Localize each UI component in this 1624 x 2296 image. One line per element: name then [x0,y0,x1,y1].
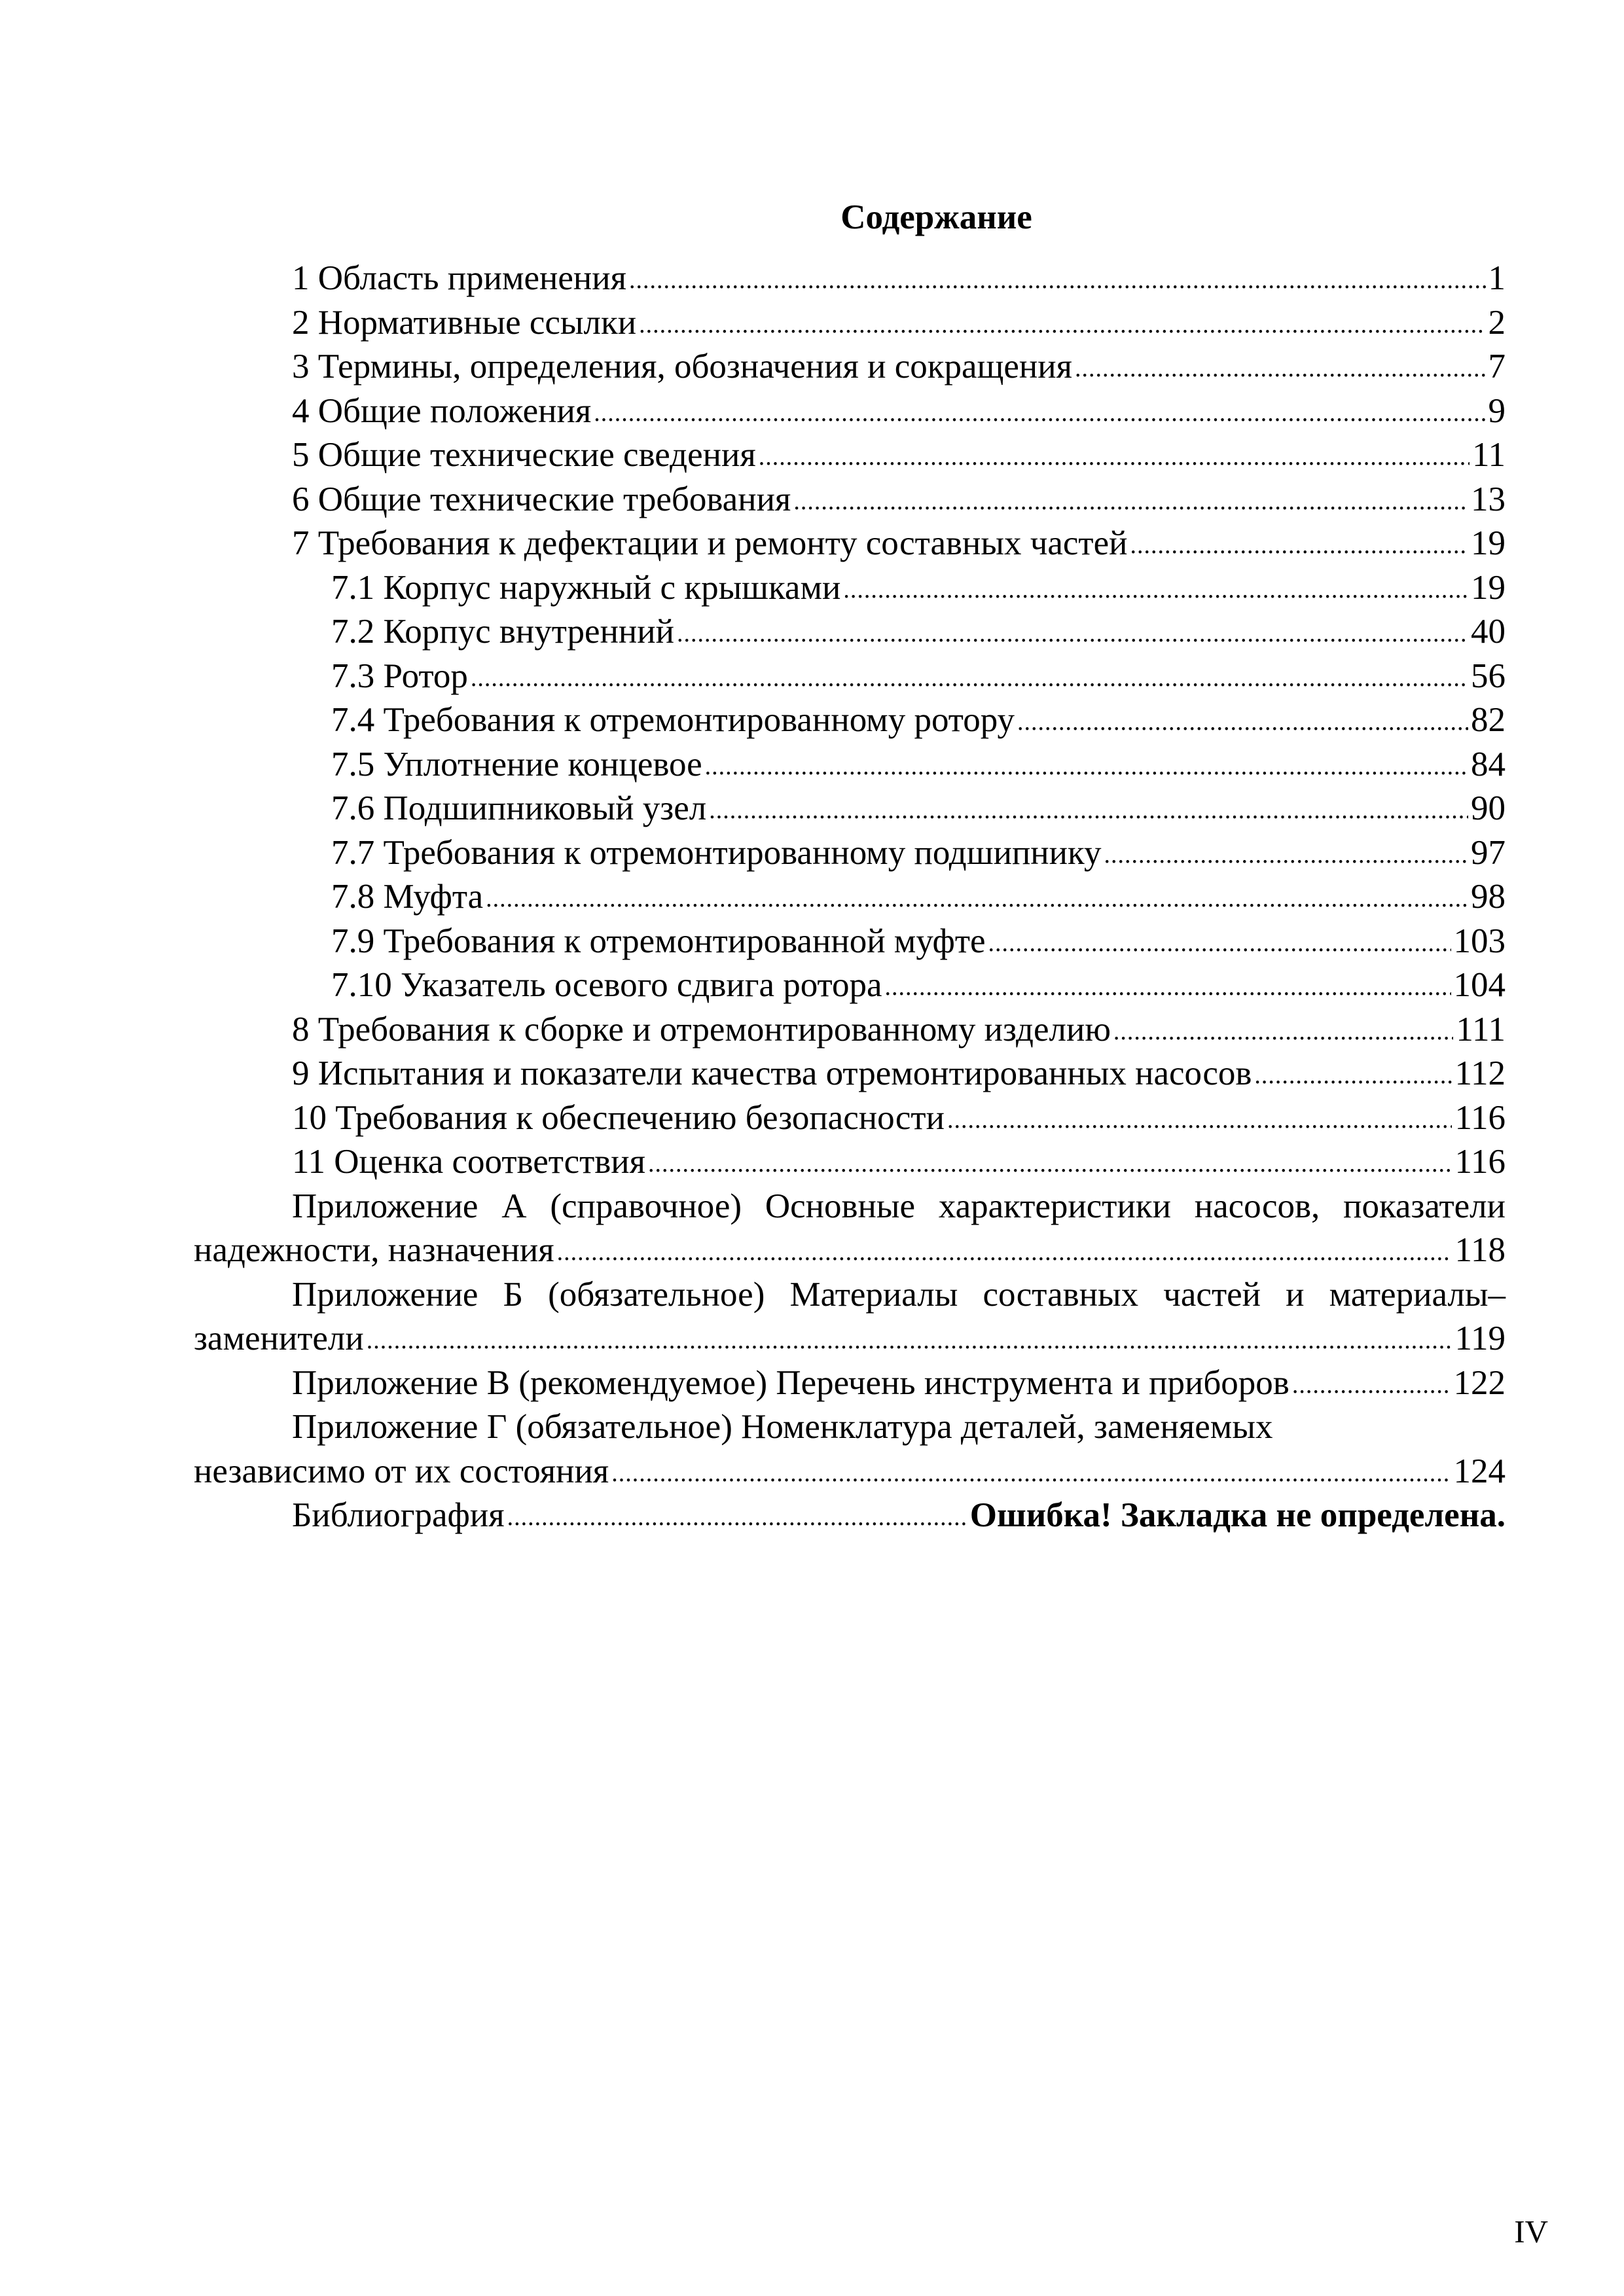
dot-leader [639,300,1485,348]
toc-entry-label: 7.1 Корпус наружный с крышками [331,568,841,607]
toc-subentry[interactable] [194,787,1506,831]
toc-entry-page: 1 [1488,259,1506,297]
toc-appendix-v[interactable] [194,1361,1506,1406]
dot-leader [1113,1007,1454,1054]
dot-leader [1254,1050,1452,1098]
toc-subentry[interactable] [194,610,1506,655]
dot-leader [594,388,1485,436]
toc-subentry[interactable] [194,566,1506,611]
toc-entry[interactable] [194,345,1506,389]
toc-entry-page: 119 [1454,1319,1506,1357]
dot-leader [611,1448,1451,1496]
toc-entry[interactable] [194,1140,1506,1185]
toc-entry-label: 5 Общие технические сведения [292,436,756,474]
dot-leader [367,1316,1453,1363]
toc-entry[interactable] [194,257,1506,301]
toc-entry[interactable] [194,1052,1506,1096]
dot-leader [1292,1360,1451,1408]
toc-appendix-g-line2[interactable] [194,1450,1506,1494]
toc-entry-page: 56 [1471,656,1506,695]
toc-appendix-a-line2[interactable] [194,1229,1506,1273]
toc-entry-page: 2 [1488,303,1506,342]
toc-entry-label: 4 Общие положения [292,391,592,430]
toc-entry-label: 1 Область применения [292,259,627,297]
toc-entry-label: 7.10 Указатель осевого сдвига ротора [331,966,882,1004]
dot-leader [1017,697,1468,745]
toc-entry-label: независимо от их состояния [194,1452,609,1490]
toc-entry-page: 40 [1471,613,1506,651]
toc-entry[interactable] [194,1008,1506,1052]
dot-leader [486,874,1468,922]
toc-entry-label: 11 Оценка соответствия [292,1143,646,1181]
toc-entry[interactable] [194,301,1506,346]
toc-entry[interactable] [194,1096,1506,1141]
toc-entry-page: 112 [1454,1054,1506,1092]
toc-entry-page: 104 [1453,966,1506,1004]
dot-leader [885,962,1451,1010]
dot-leader [648,1139,1452,1187]
toc-entry-label: Приложение Б (обязательное) Материалы составных частей и материалы– [292,1275,1506,1314]
toc-entry-page: 82 [1471,701,1506,739]
toc-entry-label: 7.9 Требования к отремонтированной муфте [331,922,986,960]
dot-leader [1075,344,1485,391]
toc-entry[interactable] [194,522,1506,566]
toc-entry-page: 116 [1454,1098,1506,1137]
toc-entry-page: 7 [1488,348,1506,386]
toc-entry-page: 122 [1453,1363,1506,1402]
toc-entry-label: 3 Термины, определения, обозначения и сокращения [292,348,1073,386]
toc-entry-page: 90 [1471,789,1506,827]
dot-leader [557,1227,1453,1275]
dot-leader [629,255,1485,303]
toc-entry-label: 7.2 Корпус внутренний [331,613,675,651]
toc-entry-label: 7.5 Уплотнение концевое [331,745,702,783]
toc-appendix-g-line1[interactable] [194,1405,1506,1450]
toc-appendix-b-line1[interactable] [194,1273,1506,1318]
page-number: IV [1514,2214,1548,2250]
toc-entry-page: 98 [1471,878,1506,916]
toc-entry-page: 116 [1454,1143,1506,1181]
toc-entry-page: 97 [1471,833,1506,872]
dot-leader [677,609,1468,656]
toc-entry-label: 6 Общие технические требования [292,480,791,518]
toc-entry-label: 10 Требования к обеспечению безопасности [292,1098,945,1137]
toc-entry-label: 7.4 Требования к отремонтированному ротору [331,701,1015,739]
toc-subentry[interactable] [194,698,1506,743]
toc-entry-label: 7.6 Подшипниковый узел [331,789,707,827]
toc-entry-page: 9 [1488,391,1506,430]
toc-subentry[interactable] [194,743,1506,787]
toc-entry-page: 19 [1471,568,1506,607]
toc-entry-page: 11 [1471,436,1506,474]
toc-appendix-b-line2[interactable] [194,1317,1506,1361]
toc-entry-label: заменители [194,1319,364,1357]
dot-leader [709,785,1468,833]
toc-entry-label: надежности, назначения [194,1231,554,1269]
dot-leader [843,565,1468,613]
toc-title: Содержание [840,198,1032,236]
toc-entry-label: 7.7 Требования к отремонтированному подшипнику [331,833,1102,872]
toc-entry[interactable] [194,433,1506,478]
toc-entry[interactable] [194,478,1506,522]
toc-entry-page: 103 [1453,922,1506,960]
dot-leader [471,653,1468,701]
toc-entry-label: 7.8 Муфта [331,878,484,916]
toc-entry-page: 124 [1453,1452,1506,1490]
toc-bibliography[interactable] [194,1494,1506,1538]
toc-entry-label: 9 Испытания и показатели качества отремонтированных насосов [292,1054,1252,1092]
dot-leader [705,742,1468,789]
toc-entry-page: 19 [1471,524,1506,562]
toc-entry-label: 7.3 Ротор [331,656,468,695]
toc-subentry[interactable] [194,963,1506,1008]
toc-entry-label: 8 Требования к сборке и отремонтированному изделию [292,1010,1111,1049]
toc-subentry[interactable] [194,831,1506,876]
toc-entry-label: Приложение Г (обязательное) Номенклатура деталей, заменяемых [292,1408,1273,1446]
dot-leader [1104,830,1468,878]
bookmark-error-text: Ошибка! Закладка не определена. [969,1496,1506,1534]
dot-leader [507,1492,967,1540]
dot-leader [988,918,1451,966]
table-of-contents [194,257,1506,1538]
toc-entry-page: 13 [1471,480,1506,518]
toc-entry-page: 84 [1471,745,1506,783]
dot-leader [793,476,1468,524]
toc-entry[interactable] [194,389,1506,434]
toc-entry-page: 111 [1456,1010,1506,1049]
toc-entry-label: Приложение А (справочное) Основные характеристики насосов, показатели [292,1187,1506,1225]
toc-subentry[interactable] [194,655,1506,699]
toc-entry-label: 7 Требования к дефектации и ремонту составных частей [292,524,1128,562]
toc-entry-label: Приложение В (рекомендуемое) Перечень инструмента и приборов [292,1363,1290,1402]
toc-subentry[interactable] [194,920,1506,964]
toc-subentry[interactable] [194,875,1506,920]
toc-entry-label: 2 Нормативные ссылки [292,303,637,342]
toc-entry-label: Библиография [292,1496,505,1534]
dot-leader [947,1095,1452,1143]
dot-leader [759,432,1470,480]
toc-appendix-a-line1[interactable] [194,1185,1506,1229]
toc-entry-page: 118 [1454,1231,1506,1269]
dot-leader [1130,520,1468,568]
